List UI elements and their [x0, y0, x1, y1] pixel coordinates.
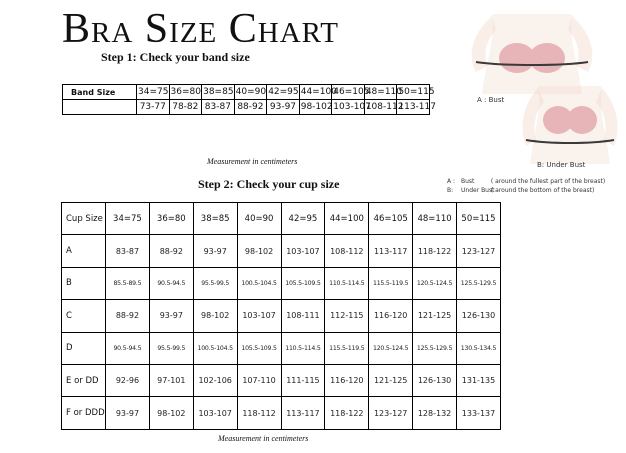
cup-measurement-cell: 92-96 — [106, 364, 150, 396]
band-size-header: 34=75 — [106, 203, 150, 235]
cup-measurement-cell: 121-125 — [413, 300, 457, 332]
cup-measurement-cell: 113-117 — [281, 397, 325, 429]
cup-table-row — [62, 332, 501, 364]
band-size-cell: 48=110 — [364, 85, 397, 100]
cup-size-header: Cup Size — [62, 203, 106, 235]
legend-key: A : — [447, 178, 456, 185]
cup-measurement-cell: 115.5-119.5 — [325, 332, 369, 364]
cup-measurement-cell: 98-102 — [149, 397, 193, 429]
cup-measurement-cell: 120.5-124.5 — [413, 267, 457, 299]
band-size-header: 50=115 — [457, 203, 501, 235]
band-cm-cell: 93-97 — [267, 100, 300, 115]
cup-measurement-cell: 83-87 — [106, 235, 150, 267]
band-size-header: 36=80 — [149, 203, 193, 235]
bra-cup-right — [567, 106, 597, 134]
cup-measurement-cell: 90.5-94.5 — [149, 267, 193, 299]
cup-measurement-cell: 121-125 — [369, 364, 413, 396]
cup-measurement-cell: 133-137 — [457, 397, 501, 429]
cup-measurement-cell: 103-107 — [281, 235, 325, 267]
cup-measurement-cell: 85.5-89.5 — [106, 267, 150, 299]
legend-key: B: — [447, 187, 454, 194]
cup-measurement-cell: 118-122 — [413, 235, 457, 267]
band-size-header: 38=85 — [193, 203, 237, 235]
cup-measurement-cell: 116-120 — [325, 364, 369, 396]
cup-measurement-cell: 116-120 — [369, 300, 413, 332]
cup-measurement-cell: 95.5-99.5 — [193, 267, 237, 299]
measurement-note: Measurement in centimeters — [218, 434, 309, 443]
cup-measurement-cell: 126-130 — [457, 300, 501, 332]
cup-measurement-cell: 98-102 — [193, 300, 237, 332]
band-size-row — [63, 85, 430, 100]
band-size-header: 42=95 — [281, 203, 325, 235]
band-size-header: 40=90 — [237, 203, 281, 235]
band-cm-label — [63, 100, 137, 115]
measurement-legend — [447, 177, 605, 195]
band-size-header: 48=110 — [413, 203, 457, 235]
cup-measurement-cell: 131-135 — [457, 364, 501, 396]
cup-measurement-cell: 98-102 — [237, 235, 281, 267]
cup-measurement-cell: 110.5-114.5 — [325, 267, 369, 299]
cup-measurement-cell: 107-110 — [237, 364, 281, 396]
cup-size-label: B — [62, 267, 106, 299]
band-cm-cell: 73-77 — [137, 100, 170, 115]
cup-measurement-cell: 105.5-109.5 — [281, 267, 325, 299]
band-size-table — [62, 84, 436, 115]
cup-measurement-cell: 120.5-124.5 — [369, 332, 413, 364]
cup-size-label: F or DDD — [62, 397, 106, 429]
cup-measurement-cell: 118-122 — [325, 397, 369, 429]
cup-measurement-cell: 123-127 — [457, 235, 501, 267]
legend-term: Under Bust — [461, 187, 495, 194]
band-size-cell: 42=95 — [267, 85, 300, 100]
cup-table-row — [62, 235, 501, 267]
cup-measurement-cell: 126-130 — [413, 364, 457, 396]
cup-measurement-cell: 128-132 — [413, 397, 457, 429]
step1-heading: Step 1: Check your band size — [101, 50, 250, 64]
cup-measurement-cell: 115.5-119.5 — [369, 267, 413, 299]
cup-measurement-cell: 108-112 — [325, 235, 369, 267]
cup-size-label: E or DD — [62, 364, 106, 396]
cup-table-row — [62, 397, 501, 429]
legend-description: ( around the fullest part of the breast) — [490, 178, 606, 185]
cup-measurement-cell: 108-111 — [281, 300, 325, 332]
cup-measurement-cell: 93-97 — [106, 397, 150, 429]
measurement-note: Measurement in centimeters — [207, 157, 298, 166]
band-cm-row — [63, 100, 430, 115]
cup-measurement-cell: 88-92 — [106, 300, 150, 332]
cup-measurement-cell: 118-112 — [237, 397, 281, 429]
cup-measurement-cell: 125.5-129.5 — [457, 267, 501, 299]
legend-row — [447, 177, 605, 186]
cup-measurement-cell: 105.5-109.5 — [237, 332, 281, 364]
band-size-cell: 50=115 — [397, 85, 430, 100]
cup-measurement-cell: 110.5-114.5 — [281, 332, 325, 364]
cup-measurement-cell: 95.5-99.5 — [149, 332, 193, 364]
cup-size-table — [61, 202, 501, 430]
band-size-cell: 36=80 — [169, 85, 202, 100]
cup-measurement-cell: 130.5-134.5 — [457, 332, 501, 364]
band-cm-cell: 108-112 — [364, 100, 397, 115]
cup-measurement-cell: 102-106 — [193, 364, 237, 396]
band-size-cell: 44=100 — [299, 85, 332, 100]
band-cm-cell: 78-82 — [169, 100, 202, 115]
cup-measurement-cell: 123-127 — [369, 397, 413, 429]
band-size-cell: 40=90 — [234, 85, 267, 100]
cup-measurement-cell: 100.5-104.5 — [193, 332, 237, 364]
legend-term: Bust — [461, 178, 475, 185]
legend-description: ( around the bottom of the breast) — [490, 187, 595, 194]
under-bust-caption: B: Under Bust — [537, 161, 586, 169]
cup-size-label: D — [62, 332, 106, 364]
cup-table-header-row — [62, 203, 501, 235]
band-cm-cell: 88-92 — [234, 100, 267, 115]
legend-row — [447, 186, 605, 195]
cup-size-label: A — [62, 235, 106, 267]
cup-measurement-cell: 112-115 — [325, 300, 369, 332]
band-cm-cell: 83-87 — [202, 100, 235, 115]
cup-measurement-cell: 125.5-129.5 — [413, 332, 457, 364]
cup-table-row — [62, 267, 501, 299]
cup-measurement-cell: 113-117 — [369, 235, 413, 267]
page-title: Bra Size Chart — [62, 6, 339, 52]
bra-cup-right — [529, 43, 565, 73]
cup-size-label: C — [62, 300, 106, 332]
band-size-header: 46=105 — [369, 203, 413, 235]
cup-measurement-cell: 103-107 — [237, 300, 281, 332]
band-size-header: 44=100 — [325, 203, 369, 235]
cup-measurement-cell: 111-115 — [281, 364, 325, 396]
band-cm-cell: 103-107 — [332, 100, 365, 115]
cup-measurement-cell: 93-97 — [193, 235, 237, 267]
band-size-cell: 38=85 — [202, 85, 235, 100]
step2-heading: Step 2: Check your cup size — [198, 177, 340, 191]
band-size-label: Band Size — [63, 85, 137, 100]
band-cm-cell: 113-117 — [397, 100, 430, 115]
bust-measurement-figure — [462, 14, 602, 94]
band-size-cell: 34=75 — [137, 85, 170, 100]
cup-measurement-cell: 90.5-94.5 — [106, 332, 150, 364]
cup-measurement-cell: 103-107 — [193, 397, 237, 429]
cup-table-row — [62, 364, 501, 396]
band-cm-cell: 98-102 — [299, 100, 332, 115]
cup-measurement-cell: 97-101 — [149, 364, 193, 396]
cup-measurement-cell: 88-92 — [149, 235, 193, 267]
cup-table-row — [62, 300, 501, 332]
cup-measurement-cell: 93-97 — [149, 300, 193, 332]
bust-caption: A : Bust — [477, 96, 505, 104]
cup-measurement-cell: 100.5-104.5 — [237, 267, 281, 299]
under-bust-measurement-figure — [516, 86, 624, 164]
band-size-cell: 46=105 — [332, 85, 365, 100]
